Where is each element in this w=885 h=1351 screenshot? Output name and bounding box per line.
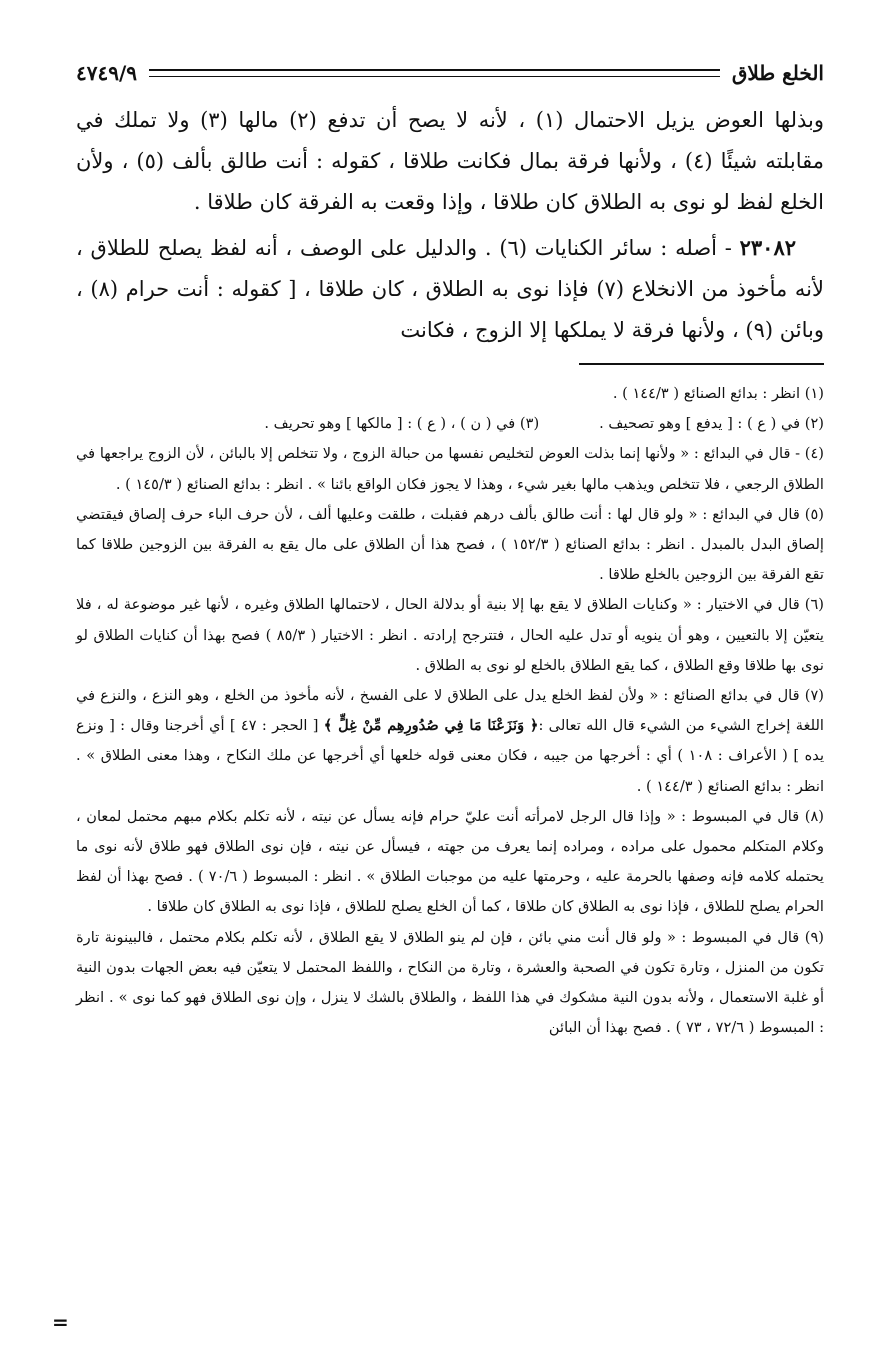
footnote-3: (٣) في ( ن ) ، ( ع ) : [ مالكها ] وهو تحريف . (264, 415, 540, 433)
footnote-8: (٨) قال في المبسوط : « وإذا قال الرجل لامرأته أنت عليّ حرام فإنه يسأل عن نيته ، لأنه تكلم بكلام مبهم محتمل لمعان ، وكلام المتكلم محمول على مراده ، ومراده إنما يعرف من جهته ، فيسأل عن نيته ، فإن نوى الطلاق فهو طلاق لأنه نوى ما يحتمله كلامه فإنه وصفها بالحرمة عليه ، وحرمتها عليه من موجبات الطلاق » . انظر : المبسوط ( ٧٠/٦ ) . فصح بهذا أن لفظ الحرام يصلح للطلاق ، فإذا نوى به الطلاق كان طلاقا ، كما أن الخلع يصلح للطلاق ، فإذا نوى به الطلاق كان طلاقا . (76, 807, 824, 916)
footnote-7-text-b: [ الحجر : ٤٧ ] أي أخرجنا وقال : [ ونزع يده ] ( الأعراف : ١٠٨ ) أي : أخرجها من جيبه ، فكان معنى قوله خلعها أي أخرجها عن ملك النكاح ، وهذا معنى الطلاق » . انظر : بدائع الصنائع ( ١٤٤/٣ ) . (76, 717, 825, 795)
footnote-2: (٢) في ( ع ) : [ يدفع ] وهو تصحيف . (599, 415, 824, 433)
body-paragraph-2-text: - أصله : سائر الكنايات (٦) . والدليل على الوصف ، أنه لفظ يصلح للطلاق ، لأنه مأخوذ من الانخلاع (٧) فإذا نوى به الطلاق ، كان طلاقا ، [ كقوله : أنت حرام (٨) ، وبائن (٩) ، ولأنها فرقة لا يملكها إلا الزوج ، فكانت (76, 236, 824, 342)
body-paragraph-1: وبذلها العوض يزيل الاحتمال (١) ، لأنه لا يصح أن تدفع (٢) مالها (٣) ولا تملك في مقابلته شيئًا (٤) ، ولأنها فرقة بمال فكانت طلاقا ، كقوله : أنت طالق بألف (٥) ، ولأن الخلع لفظ لو نوى به الطلاق كان طلاقا ، وإذا وقعت به الفرقة كان طلاقا . (76, 108, 824, 214)
page (76, 56, 824, 1043)
footnote-row-2-3 (76, 409, 824, 439)
footnote-5: (٥) قال في البدائع : « ولو قال لها : أنت طالق بألف درهم فقبلت ، طلقت وعليها ألف ، لأن حرف الباء حرف إلصاق فيقتضي إلصاق البدل بالمبدل . انظر : بدائع الصنائع ( ١٥٢/٣ ) ، فصح هذا أن الطلاق على مال يقع به الفرقة بين الزوجين طلاقا كما تقع الفرقة بين الزوجين بالخلع طلاقا . (76, 505, 824, 584)
header-rule (149, 69, 720, 77)
page-number: ٤٧٤٩/٩ (76, 61, 138, 85)
main-text (76, 100, 824, 351)
footnote-6: (٦) قال في الاختيار : « وكنايات الطلاق لا يقع بها إلا بنية أو بدلالة الحال ، لاحتمالها الطلاق وغيره ، لأنها غير موضوعة له ، فلا يتعيّن إلا بالتعيين ، وهو أن ينويه أو تدل عليه الحال ، فتترجح إرادته . انظر : الاختيار ( ٨٥/٣ ) فصح بهذا أن كنايات الطلاق لو نوى بها طلاقا وقع الطلاق ، كما يقع الطلاق بالخلع لو نوى به الطلاق . (76, 596, 824, 674)
continuation-mark: = (52, 1310, 69, 1334)
footnote-separator (579, 363, 824, 365)
footnote-7 (76, 681, 824, 802)
header-title: الخلع طلاق (731, 61, 824, 85)
running-header (76, 56, 824, 90)
footnotes (76, 379, 824, 1043)
quran-verse: ﴿ وَنَزَعْنَا مَا فِي صُدُورِهِم مِّنْ غِلٍّ ﴾ (323, 717, 539, 735)
issue-number: ٢٣٠٨٢ (739, 235, 797, 260)
footnote-4: (٤) - قال في البدائع : « ولأنها إنما بذلت العوض لتخليص نفسها من حبالة الزوج ، ولا تتخلص إلا بالبائن ، لأن الزوج يراجعها في الطلاق الرجعي ، فلا تتخلص ويذهب مالها بغير شيء ، وهذا لا يجوز فكان الواقع بائنا » . انظر : بدائع الصنائع ( ١٤٥/٣ ) . (76, 445, 824, 493)
footnote-9: (٩) قال في المبسوط : « ولو قال أنت مني بائن ، فإن لم ينو الطلاق لا يقع الطلاق ، لأنه تكلم بكلام محتمل ، فالبينونة تارة تكون من المنزل ، وتارة تكون في الصحبة والعشرة ، وتارة من النكاح ، واللفظ المحتمل لا يتعيّن فيه بعض الجهات بدون النية أو غلبة الاستعمال ، ولأنه بدون النية مشكوك في هذا اللفظ ، والطلاق بالشك لا ينزل ، وإن نوى الطلاق فهو كما نوى » . انظر : المبسوط ( ٧٢/٦ ، ٧٣ ) . فصح بهذا أن البائن (76, 928, 824, 1037)
footnote-7-text-a: (٧) قال في بدائع الصنائع : « ولأن لفظ الخلع يدل على الطلاق لا على الفسخ ، لأنه مأخوذ من الخلع ، وهو النزع ، والنزع في اللغة إخراج الشيء من الشيء قال الله تعالى : (76, 687, 824, 735)
body-paragraph-2 (76, 227, 824, 351)
footnote-1: (١) انظر : بدائع الصنائع ( ١٤٤/٣ ) . (612, 385, 824, 402)
